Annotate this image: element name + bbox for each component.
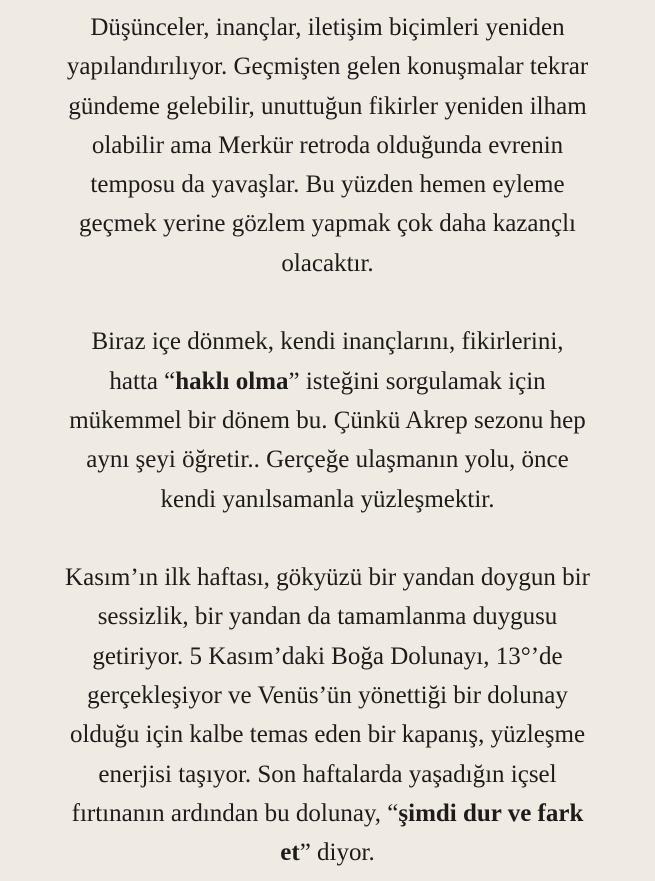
text-line: Biraz içe dönmek, kendi inançlarını, fikirlerini, (91, 328, 564, 356)
bold-phrase: et (280, 839, 300, 867)
paragraph-2 (0, 322, 655, 518)
text-line (0, 794, 655, 833)
text-line: temposu da yavaşlar. Bu yüzden hemen eyleme (90, 171, 565, 199)
text-line: Düşünceler, inançlar, iletişim biçimleri yeniden (90, 14, 565, 41)
text-line: mükemmel bir dönem bu. Çünkü Akrep sezonu hep (69, 406, 586, 434)
text-line: aynı şeyi öğretir.. Gerçeğe ulaşmanın yolu, önce (86, 446, 569, 474)
text-line: kendi yanılsamanla yüzleşmektir. (160, 485, 495, 513)
text-line: gerçekleşiyor ve Venüs’ün yönettiği bir dolunay (87, 682, 568, 710)
text-line (0, 833, 655, 872)
text-line: olduğu için kalbe temas eden bir kapanış, yüzleşme (69, 721, 586, 749)
text-line: geçmek yerine gözlem yapmak çok daha kazançlı (79, 210, 576, 238)
text-line: olabilir ama Merkür retroda olduğunda evrenin (91, 131, 564, 159)
text-line: enerjisi taşıyor. Son haftalarda yaşadığın içsel (98, 760, 557, 788)
text-segment: hatta “ (109, 367, 176, 395)
paragraph-gap (0, 519, 655, 558)
text-line: yapılandırılıyor. Geçmişten gelen konuşmalar tekrar (66, 53, 589, 81)
text-line: sessizlik, bir yandan da tamamlanma duygusu (97, 603, 558, 631)
bold-phrase: haklı olma (175, 367, 289, 395)
bold-phrase: şimdi dur ve fark (398, 799, 584, 827)
text-line (0, 362, 655, 401)
text-line: olacaktır. (281, 249, 374, 277)
text-line: Kasım’ın ilk haftası, gökyüzü bir yandan doygun bir (65, 564, 590, 592)
text-line: gündeme gelebilir, unuttuğun fikirler yeniden ilham (68, 92, 587, 120)
text-segment: ” isteğini sorgulamak için (288, 367, 546, 395)
paragraph-gap (0, 283, 655, 322)
paragraph-3 (0, 558, 655, 872)
paragraph-1 (0, 8, 655, 283)
text-segment: ” diyor. (299, 839, 375, 867)
text-segment: fırtınanın ardından bu dolunay, “ (71, 799, 399, 827)
text-line: getiriyor. 5 Kasım’daki Boğa Dolunayı, 13°’de (92, 642, 563, 670)
